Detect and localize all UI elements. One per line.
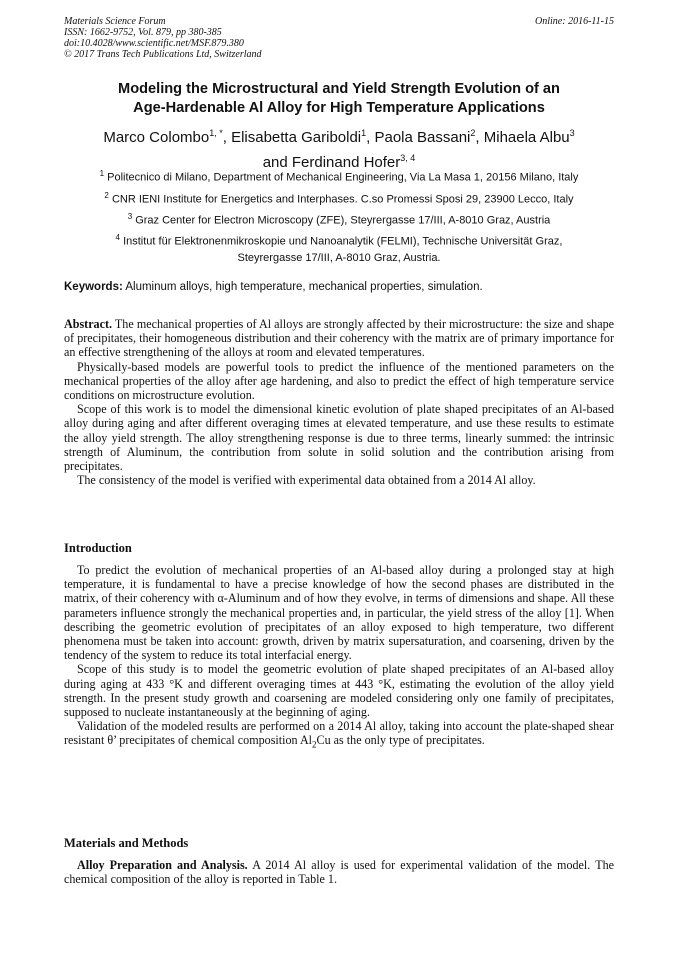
affiliation-number: 3 — [127, 212, 133, 221]
affiliation-number: 2 — [104, 191, 109, 200]
intro-text: Validation of the modeled results are performed on a 2014 Al alloy, taking into account the plate-shaped shear resistant θ’ precipitates of chemical composition Al — [64, 719, 614, 748]
affiliation-text: Politecnico di Milano, Department of Mechanical Engineering, Via La Masa 1, 20156 Milano, Italy — [107, 171, 579, 184]
affiliation-1 — [64, 166, 614, 186]
subsection-label: Alloy Preparation and Analysis. — [77, 858, 248, 872]
author-affiliation-mark: 3, 4 — [400, 153, 416, 163]
keywords-text: Aluminum alloys, high temperature, mechanical properties, simulation. — [125, 281, 483, 293]
abstract-text: The mechanical properties of Al alloys are strongly affected by their microstructure: the size and shape of precipitates, their homogeneous distribution and their coherency with the matrix are of primary importance for an effective strengthening of the alloys at room and elevated temperatures. — [64, 317, 614, 360]
abstract-label: Abstract. — [64, 317, 113, 331]
affiliation-number: 1 — [99, 169, 105, 178]
affiliation-number: 4 — [115, 233, 120, 242]
affiliation-3 — [64, 209, 614, 229]
issn-line: ISSN: 1662-9752, Vol. 879, pp 380-385 — [64, 27, 222, 38]
author-affiliation-mark: 1, * — [209, 128, 223, 138]
intro-text: Cu as the only type of precipitates. — [316, 733, 485, 748]
intro-paragraph-3 — [64, 719, 614, 752]
methods-heading: Materials and Methods — [64, 836, 189, 850]
journal-name: Materials Science Forum — [64, 16, 166, 27]
author-name: , Mihaela Albu — [475, 129, 570, 146]
methods-paragraph-1 — [64, 858, 614, 886]
author-name: and Ferdinand Hofer — [262, 154, 401, 171]
affiliation-text: Institut für Elektronenmikroskopie und Nanoanalytik (FELMI), Technische Universität Graz, — [123, 235, 563, 248]
introduction-heading: Introduction — [64, 541, 132, 555]
paper-title — [64, 80, 614, 118]
author-name: Marco Colombo — [103, 129, 210, 146]
author-name: , Elisabetta Gariboldi — [222, 129, 362, 146]
copyright-line: © 2017 Trans Tech Publications Ltd, Switzerland — [64, 49, 262, 60]
affiliation-2 — [64, 188, 614, 208]
author-affiliation-mark: 2 — [470, 128, 476, 138]
keywords-label: Keywords: — [64, 281, 123, 293]
title-line-1: Modeling the Microstructural and Yield Strength Evolution of an — [118, 81, 560, 97]
abstract — [64, 317, 614, 487]
online-date: Online: 2016-11-15 — [535, 16, 614, 27]
affiliation-4-line-1 — [64, 230, 614, 250]
introduction-body — [64, 563, 614, 752]
author-affiliation-mark: 3 — [569, 128, 575, 138]
abstract-paragraph-4: The consistency of the model is verified with experimental data obtained from a 2014 Al alloy. — [77, 473, 536, 488]
affiliation-text: Graz Center for Electron Microscopy (ZFE), Steyrergasse 17/III, A-8010 Graz, Austria — [135, 214, 551, 227]
keywords — [64, 281, 483, 293]
intro-paragraph-1: To predict the evolution of mechanical properties of an Al-based alloy during a prolonged stay at high temperature, it is fundamental to have a precise knowledge of how the second phases are distributed in the matrix, of their coherency with α-Aluminum and of how they evolve, in terms of dimensions and shape. All these parameters influence strongly the mechanical properties and, in particular, the yield stress of the alloy [1]. When describing the geometric evolution of precipitates of an alloy exposed to high temperature, two different phenomena must be taken into account: growth, driven by matrix supersaturation, and coarsening, driven by the tendency of the system to reduce its total interfacial energy. — [64, 563, 614, 663]
affiliation-text-continued: Steyrergasse 17/III, A-8010 Graz, Austria. — [237, 251, 441, 264]
abstract-paragraph-3: Scope of this work is to model the dimensional kinetic evolution of plate shaped precipitates of an Al-based alloy during aging and after different overaging times at elevated temperature, and use these results to estimate the alloy yield strength. The alloy strengthening response is due to three terms, linearly summed: the intrinsic strength of Aluminum, the contribution from solute in solid solution and the contribution arising from precipitates. — [64, 402, 614, 474]
methods-text: A 2014 Al alloy is used for experimental validation of the model. The chemical composition of the alloy is reported in Table 1. — [64, 858, 615, 887]
author-name: , Paola Bassani — [366, 129, 471, 146]
abstract-paragraph-2: Physically-based models are powerful tools to predict the influence of the mentioned parameters on the mechanical properties of the alloy after age hardening, and also to predict the effect of high temperature service conditions on microstructure evolution. — [64, 359, 614, 403]
title-line-2: Age-Hardenable Al Alloy for High Temperature Applications — [133, 100, 545, 116]
methods-body — [64, 858, 614, 886]
abstract-paragraph-1 — [64, 317, 614, 360]
intro-paragraph-2: Scope of this study is to model the geometric evolution of plate shaped precipitates of an Al-based alloy during aging at 433 °K and different overaging times at 443 °K, estimating the evolution of the alloy yield strength. In the present study growth and coarsening are modeled considering only one family of precipitates, supposed to nucleate instantaneously at the beginning of aging. — [64, 662, 614, 720]
doi-line: doi:10.4028/www.scientific.net/MSF.879.380 — [64, 38, 244, 49]
author-affiliation-mark: 1 — [361, 128, 367, 138]
formula-subscript: 2 — [312, 739, 317, 750]
authors-line-1 — [64, 123, 614, 148]
journal-header — [64, 16, 262, 60]
affiliation-4 — [64, 230, 614, 266]
affiliation-text: CNR IENI Institute for Energetics and Interphases. C.so Promessi Sposi 29, 23900 Lecco, Italy — [111, 193, 574, 206]
